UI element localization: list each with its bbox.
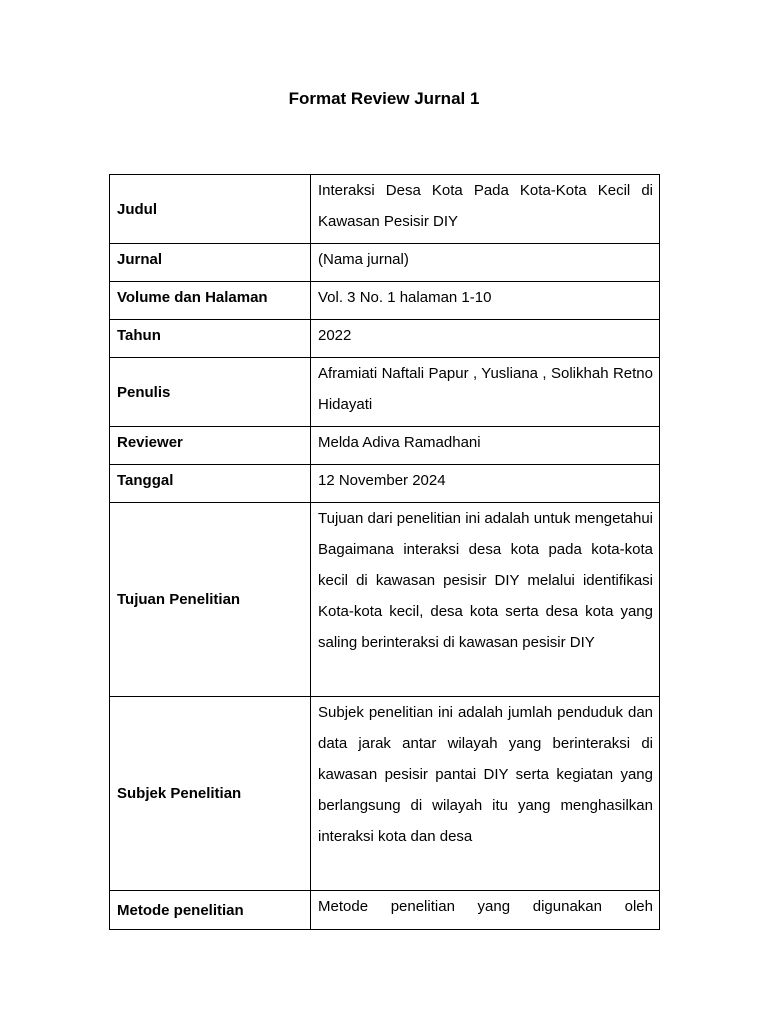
journal-review-table	[109, 174, 660, 930]
row-value: Subjek penelitian ini adalah jumlah penduduk dan data jarak antar wilayah yang berinteraksi di kawasan pesisir pantai DIY serta kegiatan yang berlangsung di wilayah itu yang menghasilkan interaksi kota dan desa	[311, 697, 660, 891]
row-value: Aframiati Naftali Papur , Yusliana , Solikhah Retno Hidayati	[311, 358, 660, 427]
table-row-tujuan	[110, 503, 660, 697]
row-label: Tanggal	[110, 465, 311, 503]
row-label: Judul	[110, 175, 311, 244]
table-row-reviewer	[110, 427, 660, 465]
row-value: 2022	[311, 320, 660, 358]
row-label: Penulis	[110, 358, 311, 427]
row-value: (Nama jurnal)	[311, 244, 660, 282]
table-row-volume	[110, 282, 660, 320]
row-value: Vol. 3 No. 1 halaman 1-10	[311, 282, 660, 320]
row-label: Jurnal	[110, 244, 311, 282]
row-value: Melda Adiva Ramadhani	[311, 427, 660, 465]
row-value: Metode penelitian yang digunakan oleh	[311, 891, 660, 930]
row-label: Tujuan Penelitian	[110, 503, 311, 697]
row-value: 12 November 2024	[311, 465, 660, 503]
table-row-jurnal	[110, 244, 660, 282]
row-value: Tujuan dari penelitian ini adalah untuk mengetahui Bagaimana interaksi desa kota pada kota-kota kecil di kawasan pesisir DIY melalui identifikasi Kota-kota kecil, desa kota serta desa kota yang saling berinteraksi di kawasan pesisir DIY	[311, 503, 660, 697]
table-row-tanggal	[110, 465, 660, 503]
row-label: Reviewer	[110, 427, 311, 465]
row-label: Subjek Penelitian	[110, 697, 311, 891]
row-label: Metode penelitian	[110, 891, 311, 930]
table-row-metode	[110, 891, 660, 930]
document-title: Format Review Jurnal 1	[288, 89, 480, 108]
row-label: Tahun	[110, 320, 311, 358]
table-row-subjek	[110, 697, 660, 891]
row-value: Interaksi Desa Kota Pada Kota-Kota Kecil di Kawasan Pesisir DIY	[311, 175, 660, 244]
table-row-judul	[110, 175, 660, 244]
table-row-tahun	[110, 320, 660, 358]
row-label: Volume dan Halaman	[110, 282, 311, 320]
table-row-penulis	[110, 358, 660, 427]
